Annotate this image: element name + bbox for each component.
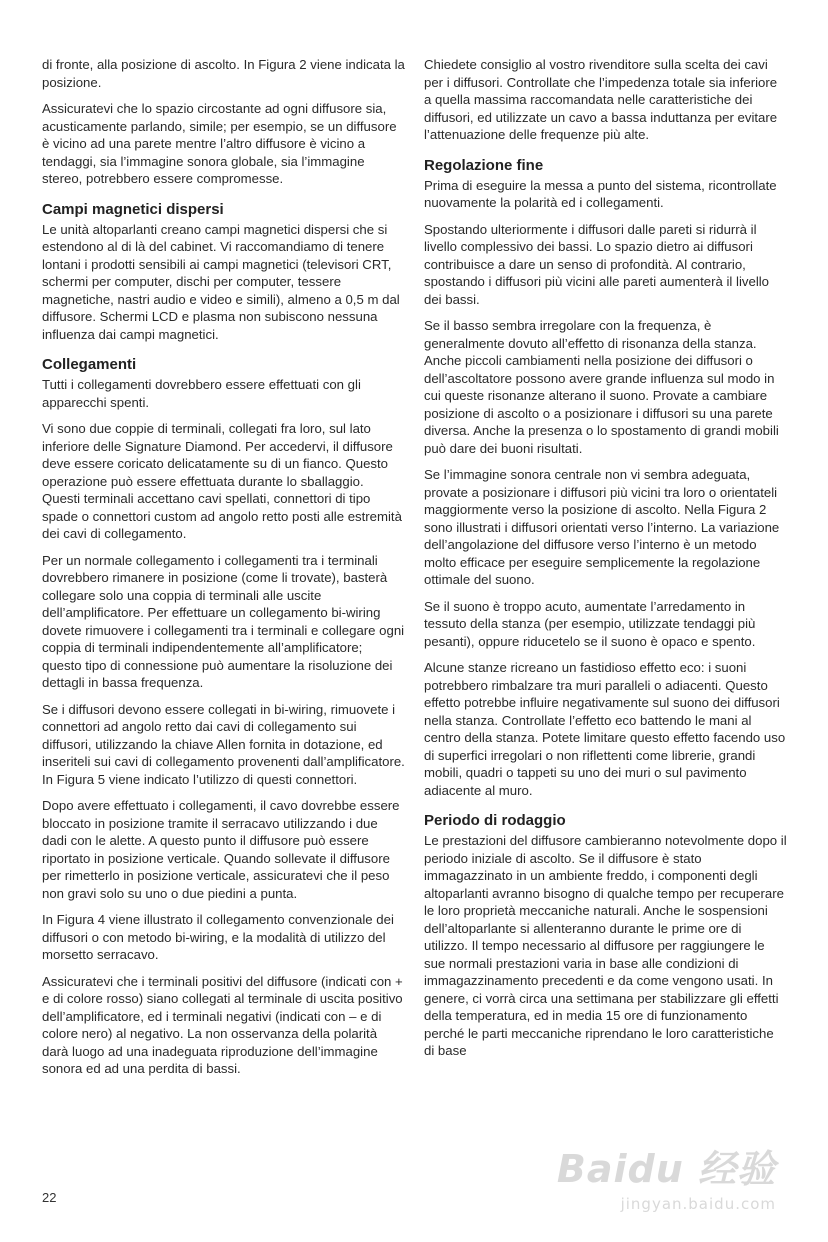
- watermark-logo: Baidu 经验: [556, 1147, 776, 1191]
- paragraph: Per un normale collegamento i collegamenti tra i terminali dovrebbero rimanere in posizione (come li trovate), basterà collegare solo una coppia di terminali alle uscite dell’amplificatore. Per effettuare un collegamento bi-wiring dovete rimuovere i collegamenti tra i terminali e collegare ogni coppia di terminali indipendentemente all’amplificatore; questo tipo di connessione può aumentare la risoluzione dei dettagli in bassa frequenza.: [42, 552, 405, 690]
- section-heading: Campi magnetici dispersi: [42, 200, 224, 218]
- paragraph: Se l’immagine sonora centrale non vi sembra adeguata, provate a posizionare i diffusori più vicini tra loro o orientateli maggiormente verso la posizione di ascolto. Nella Figura 2 sono illustrati i diffusori orientati verso l’interno. La variazione dell’angolazione del diffusore verso l’interno è un metodo molto efficace per eseguire semplicemente la regolazione ottimale del suono.: [424, 467, 780, 587]
- section-heading: Collegamenti: [42, 356, 137, 373]
- paragraph: Assicuratevi che i terminali positivi del diffusore (indicati con + e di colore rosso) siano collegati al terminale di uscita positivo dell’amplificatore, ed i terminali negativi (indicati con – e di colore nero) al negativo. La non osservanza della polarità darà luogo ad una inadeguata riproduzione dell’immagine sonora ed ad una perdita di bassi.: [42, 973, 403, 1076]
- paragraph: Assicuratevi che lo spazio circostante ad ogni diffusore sia, acusticamente parlando, simile; per esempio, se un diffusore è vicino ad una parete mentre l’altro diffusore è vicino a tendaggi, sia l’immagine sonora globale, sia l’immagine stereo, potrebbero essere compromesse.: [42, 101, 397, 186]
- paragraph: Dopo avere effettuato i collegamenti, il cavo dovrebbe essere bloccato in posizione tramite il serracavo utilizzando i due dadi con le alette. A questo punto il diffusore può essere riportato in posizione verticale. Quando sollevate il diffusore per rimetterlo in posizione verticale, assicuratevi che il peso non gravi solo su uno o due piedini a punta.: [42, 798, 400, 901]
- watermark: [557, 1138, 776, 1213]
- paragraph: Le unità altoparlanti creano campi magnetici dispersi che si estendono al di là del cabinet. Vi raccomandiamo di tenere lontani i prodotti sensibili ai campi magnetici (televisori CRT, schermi per computer, dischi per computer, tessere magnetiche, nastri audio e video e simili), almeno a 0,5 m dal diffusore. Schermi LCD e plasma non subiscono nessuna influenza dai campi magnetici.: [42, 221, 400, 342]
- paragraph: Spostando ulteriormente i diffusori dalle pareti si ridurrà il livello complessivo dei bassi. Lo spazio dietro ai diffusori contribuisce a dare un senso di profondità. Al contrario, spostando i diffusori più vicini alle pareti aumenterà il livello dei bassi.: [424, 221, 770, 307]
- section-heading: Periodo di rodaggio: [424, 812, 566, 829]
- page-number: 22: [42, 1190, 57, 1205]
- paragraph: Se il basso sembra irregolare con la frequenza, è generalmente dovuto all’effetto di risonanza della stanza. Anche piccoli cambiamenti nella posizione dei diffusori o dell’ascoltatore possono avere grande influenza sul modo in cui queste risonanze alterano il suono. Provate a cambiare posizione di ascolto o a posizionare i diffusori su una parete diversa. Anche la presenza o lo spostamento di grandi mobili può dare dei buoni risultati.: [424, 318, 779, 456]
- right-column: [424, 56, 787, 1069]
- paragraph: Vi sono due coppie di terminali, collegati fra loro, sul lato inferiore delle Signature Diamond. Per accedervi, il diffusore deve essere coricato delicatamente su di un fianco. Questo operazione può essere effettuata durante lo sballaggio. Questi terminali accettano cavi spellati, connettori di tipo spade o connettori custom ad angolo retto posti alle estremità dei cavi di collegamento.: [42, 421, 402, 541]
- paragraph: Tutti i collegamenti dovrebbero essere effettuati con gli apparecchi spenti.: [42, 377, 361, 410]
- paragraph: Alcune stanze ricreano un fastidioso effetto eco: i suoni potrebbero rimbalzare tra muri paralleli o adiacenti. Questo effetto potrebbe influire negativamente sul suono dei diffusori nella stanza. Controllate l’effetto eco battendo le mani al centro della stanza. Potete limitare questo effetto facendo uso di superfici irregolari o non riflettenti come librerie, grandi mobili, quadri o tappeti su uno dei muri o sul pavimento adiacente al muro.: [424, 660, 786, 798]
- paragraph: Se il suono è troppo acuto, aumentate l’arredamento in tessuto della stanza (per esempio, utilizzate tendaggi più pesanti), oppure riducetelo se il suono è opaco e spento.: [424, 598, 756, 649]
- paragraph: In Figura 4 viene illustrato il collegamento convenzionale dei diffusori o con metodo bi-wiring, e la modalità di utilizzo del morsetto serracavo.: [42, 912, 394, 962]
- paragraph: Chiedete consiglio al vostro rivenditore sulla scelta dei cavi per i diffusori. Controllate che l’impedenza totale sia inferiore a quella massima raccomandata nelle caratteristiche dei diffusori, ed utilizzate un cavo a bassa induttanza per evitare l’attenuazione delle frequenze più alte.: [424, 57, 778, 142]
- left-column: [42, 56, 405, 1087]
- paragraph: Prima di eseguire la messa a punto del sistema, ricontrollate nuovamente la polarità ed i collegamenti.: [424, 177, 777, 210]
- paragraph: Le prestazioni del diffusore cambieranno notevolmente dopo il periodo iniziale di ascolto. Se il diffusore è stato immagazzinato in un ambiente freddo, i componenti degli altoparlanti avranno bisogno di qualche tempo per recuperare le loro proprietà meccaniche naturali. Anche le sospensioni dell’altoparlante si allenteranno durante le prime ore di utilizzo. Il tempo necessario al diffusore per raggiungere le sue normali prestazioni varia in base alle condizioni di immagazzinamento precedenti e da come vengono usati. In genere, ci vorrà circa una settimana per stabilizzare gli effetti della temperatura, ed in media 15 ore di funzionamento perché le parti meccaniche riprendano le loro caratteristiche di base: [424, 833, 787, 1058]
- paragraph: di fronte, alla posizione di ascolto. In Figura 2 viene indicata la posizione.: [42, 57, 405, 90]
- watermark-url: jingyan.baidu.com: [620, 1195, 776, 1213]
- section-heading: Regolazione fine: [424, 156, 544, 174]
- paragraph: Se i diffusori devono essere collegati in bi-wiring, rimuovete i connettori ad angolo retto dai cavi di collegamento sui diffusori, utilizzando la chiave Allen fornita in dotazione, ed inseriteli sui cavi di collegamento provenenti dall’amplificatore. In Figura 5 viene indicato l’utilizzo di questi connettori.: [42, 701, 405, 787]
